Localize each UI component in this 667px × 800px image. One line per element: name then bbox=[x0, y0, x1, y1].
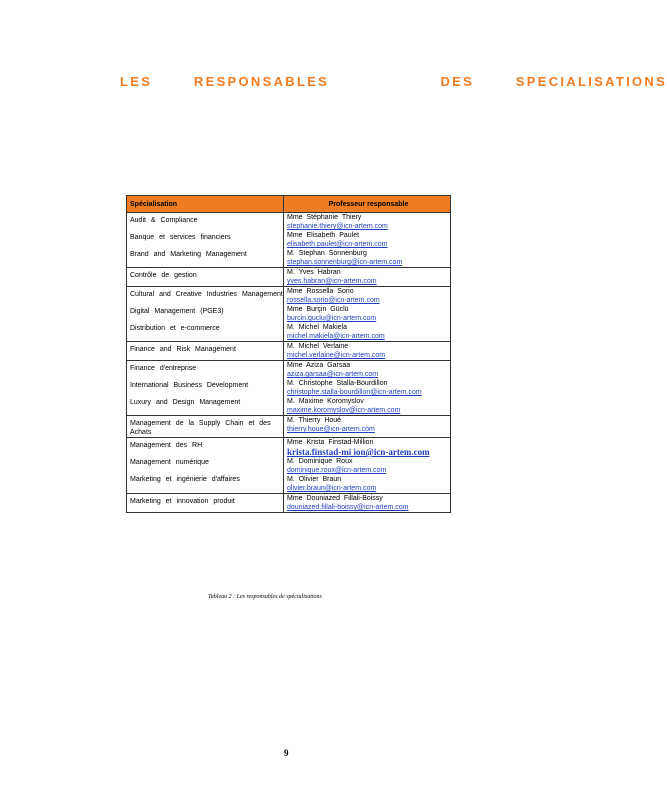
table-row bbox=[127, 361, 451, 416]
professor-name: M. Michel Makiela bbox=[287, 324, 348, 331]
column-header-professeur: Professeur responsable bbox=[284, 196, 451, 213]
specialisation-name: Audit & Compliance bbox=[130, 217, 198, 224]
specialisation-cell bbox=[127, 287, 284, 342]
professor-email-link[interactable]: burcin.guclu@icn-artem.com bbox=[287, 315, 377, 322]
professor-email-link[interactable]: michel.makiela@icn-artem.com bbox=[287, 333, 385, 340]
professor-email-link[interactable]: dominique.roux@icn-artem.com bbox=[287, 467, 387, 474]
professor-name: Mme Aziza Garsaa bbox=[287, 362, 351, 369]
page-number: 9 bbox=[284, 748, 289, 758]
professor-name: Mme Rossella Sorio bbox=[287, 288, 354, 295]
specialisation-name: Management numérique bbox=[130, 459, 209, 466]
professor-name: M. Dominique Roux bbox=[287, 458, 353, 465]
professor-email-link[interactable]: maxime.koromyslov@icn-artem.com bbox=[287, 407, 401, 414]
specializations-table bbox=[126, 195, 451, 513]
specialisation-cell bbox=[127, 438, 284, 494]
professor-cell bbox=[284, 494, 451, 513]
professor-cell bbox=[284, 287, 451, 342]
professor-name: M. Maxime Koromyslov bbox=[287, 398, 364, 405]
specialisation-name: Management de la Supply Chain et des Achats bbox=[130, 420, 271, 436]
table-caption: Tableau 2 : Les responsables de spécialisations bbox=[208, 594, 322, 600]
professor-email-link[interactable]: michel.verlaine@icn-artem.com bbox=[287, 352, 386, 359]
table-row bbox=[127, 213, 451, 268]
professor-email-link[interactable]: krista.finstad-mi ion@icn-artem.com bbox=[287, 447, 430, 457]
page-title: LES RESPONSABLES DES SPECIALISATIONS bbox=[120, 74, 667, 89]
specialisation-name: Finance and Risk Management bbox=[130, 346, 236, 353]
professor-cell bbox=[284, 416, 451, 438]
table-row bbox=[127, 494, 451, 513]
professor-name: Mme Burçin Güclü bbox=[287, 306, 349, 313]
professor-email-link[interactable]: yves.habran@icn-artem.com bbox=[287, 278, 377, 285]
professor-email-link[interactable]: elisabeth.paulet@icn-artem.com bbox=[287, 241, 388, 248]
specialisation-name: Finance d'entreprise bbox=[130, 365, 197, 372]
specialisation-name: Banque et services financiers bbox=[130, 234, 231, 241]
specialisation-cell bbox=[127, 361, 284, 416]
professor-email-link[interactable]: rossella.sorio@icn-artem.com bbox=[287, 297, 380, 304]
table-row bbox=[127, 416, 451, 438]
professor-email-link[interactable]: stephanie.thiery@icn-artem.com bbox=[287, 223, 388, 230]
table-row bbox=[127, 438, 451, 494]
table-row bbox=[127, 268, 451, 287]
specialisation-name: Brand and Marketing Management bbox=[130, 251, 247, 258]
table-header-row bbox=[127, 196, 451, 213]
specialisation-name: Digital Management (PGE3) bbox=[130, 308, 224, 315]
professor-name: Mme Stéphanie Thiery bbox=[287, 214, 362, 221]
specialisation-cell bbox=[127, 416, 284, 438]
professor-email-link[interactable]: stephan.sonnenburg@icn-artem.com bbox=[287, 259, 403, 266]
specialisation-cell bbox=[127, 494, 284, 513]
professor-name: Mme Krista Finstad-Million bbox=[287, 439, 374, 446]
specialisation-name: International Business Development bbox=[130, 382, 249, 389]
professor-name: M. Thierry Houé bbox=[287, 417, 342, 424]
column-header-specialisation: Spécialisation bbox=[127, 196, 284, 213]
professor-email-link[interactable]: aziza.garsaa@icn-artem.com bbox=[287, 371, 379, 378]
specialisation-cell bbox=[127, 342, 284, 361]
specialisation-name: Management des RH bbox=[130, 442, 203, 449]
professor-name: M. Michel Verlaine bbox=[287, 343, 349, 350]
professor-cell bbox=[284, 438, 451, 494]
professor-name: M. Yves Habran bbox=[287, 269, 341, 276]
specialisation-name: Contrôle de gestion bbox=[130, 272, 197, 279]
professor-name: M. Christophe Stalla-Bourdillon bbox=[287, 380, 388, 387]
specialisation-name: Luxury and Design Management bbox=[130, 399, 241, 406]
professor-name: M. Stephan Sonnenburg bbox=[287, 250, 367, 257]
professor-cell bbox=[284, 361, 451, 416]
professor-name: Mme Douniazed Fillali-Boissy bbox=[287, 495, 383, 502]
professor-email-link[interactable]: olivier.braun@icn-artem.com bbox=[287, 485, 377, 492]
specialisation-name: Cultural and Creative Industries Management bbox=[130, 291, 283, 298]
specialisation-cell bbox=[127, 268, 284, 287]
professor-name: M. Olivier Braun bbox=[287, 476, 342, 483]
professor-email-link[interactable]: douniazed.fillali-boissy@icn-artem.com bbox=[287, 504, 409, 511]
specialisation-name: Distribution et e-commerce bbox=[130, 325, 220, 332]
professor-cell bbox=[284, 268, 451, 287]
specialisation-name: Marketing et innovation produit bbox=[130, 498, 235, 505]
professor-email-link[interactable]: thierry.houe@icn-artem.com bbox=[287, 426, 375, 433]
professor-name: Mme Elisabeth Paulet bbox=[287, 232, 360, 239]
table-row bbox=[127, 287, 451, 342]
table-row bbox=[127, 342, 451, 361]
specialisation-name: Marketing et ingénierie d'affaires bbox=[130, 476, 240, 483]
professor-cell bbox=[284, 342, 451, 361]
specialisation-cell bbox=[127, 213, 284, 268]
professor-email-link[interactable]: christophe.stalla-bourdillon@icn-artem.com bbox=[287, 389, 422, 396]
professor-cell bbox=[284, 213, 451, 268]
